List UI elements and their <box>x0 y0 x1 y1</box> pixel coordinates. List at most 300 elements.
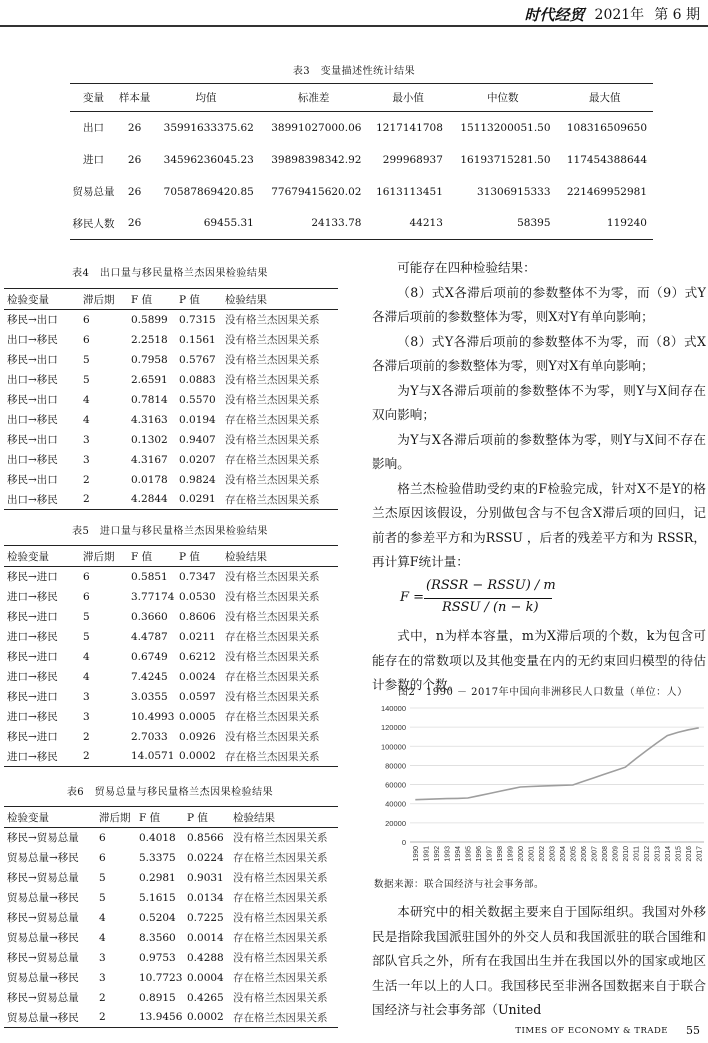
footer-journal-english: TIMES OF ECONOMY & TRADE <box>515 1025 668 1036</box>
x-tick-label: 1999 <box>507 846 515 862</box>
table-cell: 2 <box>99 1011 106 1024</box>
paragraph: 为Y与X各滞后项前的参数整体为零，则Y与X间不存在影响。 <box>372 431 706 471</box>
table-cell: 没有格兰杰因果关系 <box>225 314 320 327</box>
table-cell: 移民→进口 <box>7 731 58 743</box>
table-cell: 0.0597 <box>179 690 216 703</box>
x-tick-label: 2009 <box>612 846 620 862</box>
journal-name: 时代经贸 <box>524 5 585 24</box>
table-cell: 0.0005 <box>179 710 216 723</box>
x-tick-label: 2012 <box>643 846 651 862</box>
column-header: 检验结果 <box>222 289 338 310</box>
table-cell: 0.5851 <box>131 570 168 583</box>
table-cell: 移民→贸易总量 <box>7 912 79 924</box>
page-number: 55 <box>686 1024 700 1037</box>
table-cell: 出口→移民 <box>7 414 58 426</box>
table-cell: 存在格兰杰因果关系 <box>225 414 320 426</box>
table-cell: 24133.78 <box>311 217 362 230</box>
table-row <box>70 112 653 144</box>
table-row <box>4 490 338 510</box>
table-cell: 31306915333 <box>477 185 551 198</box>
table-cell: 0.0004 <box>187 971 224 984</box>
table-cell: 10.7723 <box>139 971 183 984</box>
table-cell: 4 <box>99 931 106 944</box>
table-cell: 没有格兰杰因果关系 <box>225 354 320 366</box>
paragraph: 为Y与X各滞后项前的参数整体不为零，则Y与X间存在双向影响； <box>372 382 706 422</box>
table-cell: 0.2981 <box>139 871 176 884</box>
table-cell: 没有格兰杰因果关系 <box>233 992 328 1004</box>
table-cell: 进口 <box>82 154 104 166</box>
x-tick-label: 1990 <box>412 846 420 862</box>
column-header: 中位数 <box>449 84 557 112</box>
table-cell: 10.4993 <box>131 710 175 723</box>
y-tick-label: 40000 <box>385 799 406 809</box>
table-cell: 221469952981 <box>566 185 647 198</box>
table-cell: 移民→贸易总量 <box>7 872 79 884</box>
table-cell: 5 <box>83 630 90 643</box>
table-row <box>4 848 338 868</box>
table-cell: 出口 <box>82 122 104 135</box>
table-cell: 4.4787 <box>131 630 168 643</box>
table-cell: 6 <box>83 590 90 603</box>
table-cell: 5 <box>99 891 106 904</box>
table-cell: 26 <box>127 217 142 230</box>
table-cell: 5 <box>83 610 90 623</box>
x-tick-label: 2007 <box>591 846 599 862</box>
x-tick-label: 1994 <box>454 846 462 862</box>
table6 <box>4 806 338 1028</box>
table-cell: 存在格兰杰因果关系 <box>233 1011 328 1024</box>
table-cell: 0.0178 <box>131 473 168 486</box>
table-cell: 0.9407 <box>179 433 216 446</box>
column-header: 均值 <box>152 84 260 112</box>
migration-line-chart <box>368 700 708 872</box>
x-tick-label: 2005 <box>570 846 578 862</box>
x-tick-label: 1997 <box>486 846 494 862</box>
y-tick-label: 20000 <box>385 818 406 828</box>
column-header: P 值 <box>184 807 230 828</box>
x-tick-label: 1995 <box>465 846 473 862</box>
table-row <box>4 450 338 470</box>
y-tick-label: 80000 <box>385 761 406 771</box>
column-header: 检验变量 <box>4 807 96 828</box>
table-cell: 0.9031 <box>187 871 224 884</box>
table-cell: 6 <box>83 570 90 583</box>
x-tick-label: 2017 <box>696 846 704 862</box>
table-cell: 1217141708 <box>376 121 443 134</box>
table-cell: 0.0883 <box>179 373 216 386</box>
table-cell: 2 <box>83 473 90 486</box>
table-cell: 存在格兰杰因果关系 <box>233 852 328 864</box>
table-cell: 移民→贸易总量 <box>7 832 79 845</box>
table-cell: 3.77174 <box>131 590 175 603</box>
column-header: P 值 <box>176 546 222 567</box>
figure-caption: 图2 1990 － 2017年中国向非洲移民人口数量（单位：人） <box>398 687 688 698</box>
table-cell: 4 <box>83 650 90 663</box>
table-cell: 26 <box>127 153 142 166</box>
table-cell: 0.8915 <box>139 991 176 1004</box>
table-row <box>4 587 338 607</box>
x-tick-label: 2016 <box>685 846 693 862</box>
table-cell: 0.0211 <box>179 630 216 643</box>
table-cell: 13.9456 <box>139 1011 183 1024</box>
column-header: P 值 <box>176 289 222 310</box>
table-cell: 5 <box>83 353 90 366</box>
table-cell: 0.4018 <box>139 831 176 844</box>
table-cell: 26 <box>127 185 142 198</box>
table-row <box>4 607 338 627</box>
table-cell: 3 <box>83 710 90 723</box>
table-cell: 移民→出口 <box>7 354 58 366</box>
table-cell: 5.3375 <box>139 851 176 864</box>
table-cell: 0.0024 <box>179 670 216 683</box>
table-cell: 1613113451 <box>376 185 443 198</box>
table-cell: 2 <box>83 493 90 506</box>
table-cell: 贸易总量→移民 <box>7 892 79 904</box>
table5-caption: 表5 进口量与移民量格兰杰因果检验结果 <box>72 526 268 537</box>
table-cell: 0.9753 <box>139 951 176 964</box>
x-tick-label: 2000 <box>517 846 525 862</box>
table-cell: 4 <box>99 911 106 924</box>
table-cell: 44213 <box>409 217 443 230</box>
table-row <box>4 928 338 948</box>
table-cell: 移民人数 <box>72 217 115 230</box>
table-row <box>4 330 338 350</box>
table-cell: 没有格兰杰因果关系 <box>225 611 320 623</box>
table-cell: 119240 <box>606 217 647 230</box>
table-cell: 0.0530 <box>179 590 216 603</box>
table-cell: 存在格兰杰因果关系 <box>233 892 328 904</box>
table-row <box>4 908 338 928</box>
table-cell: 6 <box>99 851 106 864</box>
x-tick-label: 2011 <box>633 846 641 862</box>
table-cell: 没有格兰杰因果关系 <box>225 591 320 603</box>
x-tick-label: 2006 <box>580 846 588 862</box>
table4-caption: 表4 出口量与移民量格兰杰因果检验结果 <box>72 268 268 279</box>
page-header <box>525 4 700 24</box>
table-cell: 贸易总量→移民 <box>7 932 79 944</box>
table-cell: 0.1302 <box>131 433 168 446</box>
table-cell: 没有格兰杰因果关系 <box>225 731 320 743</box>
table5 <box>4 545 338 767</box>
paragraph: 本研究中的相关数据主要来自于国际组织。我国对外移民是指除我国派驻国外的外交人员和我国派驻的联合国维和部队官兵之外，所有在我国出生并在我国以外的国家或地区生活一年以上的人口。我国移民至非洲各国数据来自于联合国经济与社会事务部（United <box>372 904 706 1017</box>
x-tick-label: 1992 <box>433 846 441 862</box>
column-header: 检验变量 <box>4 289 80 310</box>
x-tick-label: 2013 <box>654 846 662 862</box>
table-cell: 没有格兰杰因果关系 <box>225 394 320 406</box>
column-header: 检验结果 <box>230 807 338 828</box>
table-cell: 没有格兰杰因果关系 <box>233 952 328 964</box>
table-row <box>4 968 338 988</box>
table-cell: 2.7033 <box>131 730 168 743</box>
table-cell: 69455.31 <box>203 217 254 230</box>
table-cell: 15113200051.50 <box>460 121 551 134</box>
table-cell: 16193715281.50 <box>460 153 551 166</box>
y-tick-label: 100000 <box>380 742 406 752</box>
x-tick-label: 2008 <box>601 846 609 862</box>
column-header: 标准差 <box>260 84 368 112</box>
table-cell: 8.3560 <box>139 931 176 944</box>
table-cell: 4 <box>83 413 90 426</box>
table-cell: 贸易总量 <box>72 186 115 198</box>
table-cell: 0.5767 <box>179 353 216 366</box>
table-cell: 0.5570 <box>179 393 216 406</box>
table-cell: 0.4265 <box>187 991 224 1004</box>
table-cell: 4 <box>83 670 90 683</box>
y-tick-label: 120000 <box>380 723 406 733</box>
table-cell: 出口→移民 <box>7 493 58 506</box>
body-text-lower <box>372 900 706 1023</box>
column-header: 样本量 <box>117 84 152 112</box>
table-cell: 0.7958 <box>131 353 168 366</box>
table-row <box>4 470 338 490</box>
table4 <box>4 288 338 510</box>
table-cell: 进口→移民 <box>7 591 58 603</box>
table-cell: 5.1615 <box>139 891 176 904</box>
table-cell: 6 <box>83 333 90 346</box>
column-header: F 值 <box>136 807 184 828</box>
table-cell: 移民→出口 <box>7 394 58 406</box>
table-cell: 没有格兰杰因果关系 <box>225 374 320 386</box>
table-cell: 移民→出口 <box>7 434 58 446</box>
table-cell: 0.6749 <box>131 650 168 663</box>
table-cell: 3 <box>83 453 90 466</box>
header-rule <box>0 25 708 27</box>
column-header: 最小值 <box>367 84 448 112</box>
x-tick-label: 2001 <box>528 846 536 862</box>
table3-caption: 表3 变量描述性统计结果 <box>292 66 416 77</box>
table-cell: 没有格兰杰因果关系 <box>225 571 320 584</box>
table-row <box>4 390 338 410</box>
page-footer <box>515 1024 700 1037</box>
table-cell: 6 <box>99 831 106 844</box>
table-row <box>4 747 338 767</box>
y-tick-label: 140000 <box>380 704 406 713</box>
column-header: 检验变量 <box>4 546 80 567</box>
table-cell: 没有格兰杰因果关系 <box>233 912 328 924</box>
table-cell: 出口→移民 <box>7 374 58 386</box>
table-row <box>4 567 338 587</box>
table-row <box>70 208 653 240</box>
table6-caption: 表6 贸易总量与移民量格兰杰因果检验结果 <box>66 787 274 798</box>
x-tick-label: 2014 <box>664 846 672 862</box>
table-cell: 2 <box>99 991 106 1004</box>
table-cell: 3 <box>83 433 90 446</box>
x-tick-label: 2003 <box>549 846 557 862</box>
table-cell: 3.0355 <box>131 690 168 703</box>
table-cell: 0.7225 <box>187 911 224 924</box>
table-cell: 存在格兰杰因果关系 <box>225 454 320 466</box>
table-cell: 0.0194 <box>179 413 216 426</box>
column-header: 滞后期 <box>80 546 128 567</box>
table-cell: 3 <box>99 971 106 984</box>
table-cell: 6 <box>83 313 90 326</box>
table-cell: 移民→出口 <box>7 314 58 327</box>
column-header: 变量 <box>70 84 117 112</box>
table-cell: 0.6212 <box>179 650 216 663</box>
table-cell: 存在格兰杰因果关系 <box>225 671 320 683</box>
table-cell: 移民→进口 <box>7 571 58 584</box>
table-cell: 34596236045.23 <box>163 153 254 166</box>
table-cell: 26 <box>127 121 142 134</box>
table-row <box>4 667 338 687</box>
table-cell: 0.0207 <box>179 453 216 466</box>
fraction-bar <box>424 598 552 599</box>
table-row <box>70 144 653 176</box>
formula-denominator: RSSU / (n − k) <box>442 600 539 615</box>
table-cell: 14.0571 <box>131 750 175 763</box>
table-cell: 38991027000.06 <box>271 121 362 134</box>
x-tick-label: 1991 <box>423 846 431 862</box>
table-cell: 0.5899 <box>131 313 168 326</box>
table-cell: 没有格兰杰因果关系 <box>225 334 320 346</box>
table-cell: 0.7814 <box>131 393 168 406</box>
table-cell: 0.4288 <box>187 951 224 964</box>
table-cell: 移民→出口 <box>7 474 58 486</box>
figure-source: 数据来源：联合国经济与社会事务部。 <box>374 879 545 890</box>
table-row <box>4 988 338 1008</box>
f-statistic-formula <box>400 578 600 622</box>
table-cell: 70587869420.85 <box>163 185 254 198</box>
table-cell: 0.9824 <box>179 473 216 486</box>
x-tick-label: 1998 <box>496 846 504 862</box>
table-cell: 贸易总量→移民 <box>7 1011 79 1024</box>
column-header: 检验结果 <box>222 546 338 567</box>
paragraph: （8）式X各滞后项前的参数整体不为零，而（9）式Y各滞后项前的参数整体为零，则X对Y有单向影响； <box>372 284 706 324</box>
column-header: 滞后期 <box>80 289 128 310</box>
table-row <box>4 310 338 330</box>
paragraph: 可能存在四种检验结果： <box>397 260 536 275</box>
x-tick-label: 2002 <box>538 846 546 862</box>
table-row <box>4 727 338 747</box>
table-cell: 2.6591 <box>131 373 168 386</box>
body-text-upper <box>372 256 706 575</box>
table-cell: 4 <box>83 393 90 406</box>
table-cell: 移民→进口 <box>7 651 58 663</box>
table-row <box>4 647 338 667</box>
table-cell: 进口→移民 <box>7 671 58 683</box>
table-cell: 0.0224 <box>187 851 224 864</box>
table-cell: 没有格兰杰因果关系 <box>233 872 328 884</box>
table-cell: 0.0134 <box>187 891 224 904</box>
table-cell: 7.4245 <box>131 670 168 683</box>
x-tick-label: 1996 <box>475 846 483 862</box>
table-cell: 移民→进口 <box>7 691 58 703</box>
table-cell: 移民→贸易总量 <box>7 952 79 964</box>
y-tick-label: 60000 <box>385 780 406 790</box>
table-cell: 3 <box>83 690 90 703</box>
table-row <box>4 707 338 727</box>
header-issue: 第 6 期 <box>654 7 700 23</box>
table-cell: 0.7315 <box>179 313 216 326</box>
table-cell: 0.7347 <box>179 570 216 583</box>
table-cell: 存在格兰杰因果关系 <box>225 493 320 506</box>
paragraph: 格兰杰检验借助受约束的F检验完成，针对X不是Y的格兰杰原因该假设，分别做包含与不包含X滞后项的回归，记前者的参差平方和为RSSU ，后者的残差平方和为 RSSR，再计算F统计量： <box>372 480 706 569</box>
formula-numerator: (RSSR − RSSU) / m <box>426 578 556 593</box>
x-tick-label: 1993 <box>444 846 452 862</box>
table-row <box>4 430 338 450</box>
table-row <box>4 410 338 430</box>
table-cell: 58395 <box>517 217 551 230</box>
table-cell: 0.8566 <box>187 831 224 844</box>
table-cell: 贸易总量→移民 <box>7 852 79 864</box>
table-cell: 存在格兰杰因果关系 <box>225 631 320 643</box>
table-cell: 进口→移民 <box>7 750 58 763</box>
column-header: 最大值 <box>557 84 653 112</box>
table-cell: 存在格兰杰因果关系 <box>225 711 320 723</box>
table-cell: 进口→移民 <box>7 711 58 723</box>
table-row <box>4 687 338 707</box>
table-row <box>4 888 338 908</box>
table-cell: 2.2518 <box>131 333 168 346</box>
table-cell: 贸易总量→移民 <box>7 972 79 984</box>
table-row <box>4 868 338 888</box>
table-cell: 没有格兰杰因果关系 <box>225 691 320 703</box>
table-cell: 存在格兰杰因果关系 <box>225 750 320 763</box>
table-cell: 0.5204 <box>139 911 176 924</box>
table-cell: 0.0002 <box>187 1011 224 1024</box>
table3 <box>70 83 653 240</box>
column-header: F 值 <box>128 289 176 310</box>
table-cell: 0.0014 <box>187 931 224 944</box>
table-cell: 35991633375.62 <box>163 121 254 134</box>
table-cell: 0.0926 <box>179 730 216 743</box>
y-tick-label: 0 <box>401 838 406 847</box>
table-cell: 没有格兰杰因果关系 <box>225 651 320 663</box>
formula-lhs: F = <box>400 590 425 605</box>
table-cell: 没有格兰杰因果关系 <box>233 832 328 845</box>
x-tick-label: 2010 <box>622 846 630 862</box>
table-row <box>4 828 338 848</box>
table-cell: 39898398342.92 <box>271 153 362 166</box>
table-cell: 4.2844 <box>131 493 168 506</box>
table-cell: 出口→移民 <box>7 454 58 466</box>
table-cell: 没有格兰杰因果关系 <box>225 474 320 486</box>
table-cell: 2 <box>83 750 90 763</box>
table-cell: 108316509650 <box>566 121 647 134</box>
table-cell: 2 <box>83 730 90 743</box>
table-cell: 4.3167 <box>131 453 168 466</box>
paragraph: 式中，n为样本容量，m为X滞后项的个数，k为包含可能存在的常数项以及其他变量在内的无约束回归模型的待估计参数的个数。 <box>372 628 706 692</box>
table-cell: 没有格兰杰因果关系 <box>225 434 320 446</box>
table-cell: 117454388644 <box>566 153 647 166</box>
table-cell: 4.3163 <box>131 413 168 426</box>
column-header: F 值 <box>128 546 176 567</box>
table-cell: 存在格兰杰因果关系 <box>233 932 328 944</box>
table-cell: 3 <box>99 951 106 964</box>
x-tick-label: 2004 <box>559 846 567 862</box>
table-row <box>4 1008 338 1028</box>
table-cell: 0.3660 <box>131 610 168 623</box>
table-row <box>4 370 338 390</box>
table-row <box>4 350 338 370</box>
table-cell: 0.8606 <box>179 610 216 623</box>
table-cell: 0.0291 <box>179 493 216 506</box>
table-cell: 299968937 <box>382 153 443 166</box>
table-cell: 移民→贸易总量 <box>7 992 79 1004</box>
series-line <box>415 728 699 800</box>
header-year: 2021年 <box>594 7 645 23</box>
table-cell: 出口→移民 <box>7 334 58 346</box>
table-cell: 存在格兰杰因果关系 <box>233 972 328 984</box>
table-cell: 77679415620.02 <box>271 185 362 198</box>
table-cell: 0.0002 <box>179 750 216 763</box>
column-header: 滞后期 <box>96 807 136 828</box>
table-cell: 0.1561 <box>179 333 216 346</box>
table-cell: 移民→进口 <box>7 611 58 623</box>
table-row <box>4 948 338 968</box>
table-cell: 进口→移民 <box>7 631 58 643</box>
x-tick-label: 2015 <box>675 846 683 862</box>
